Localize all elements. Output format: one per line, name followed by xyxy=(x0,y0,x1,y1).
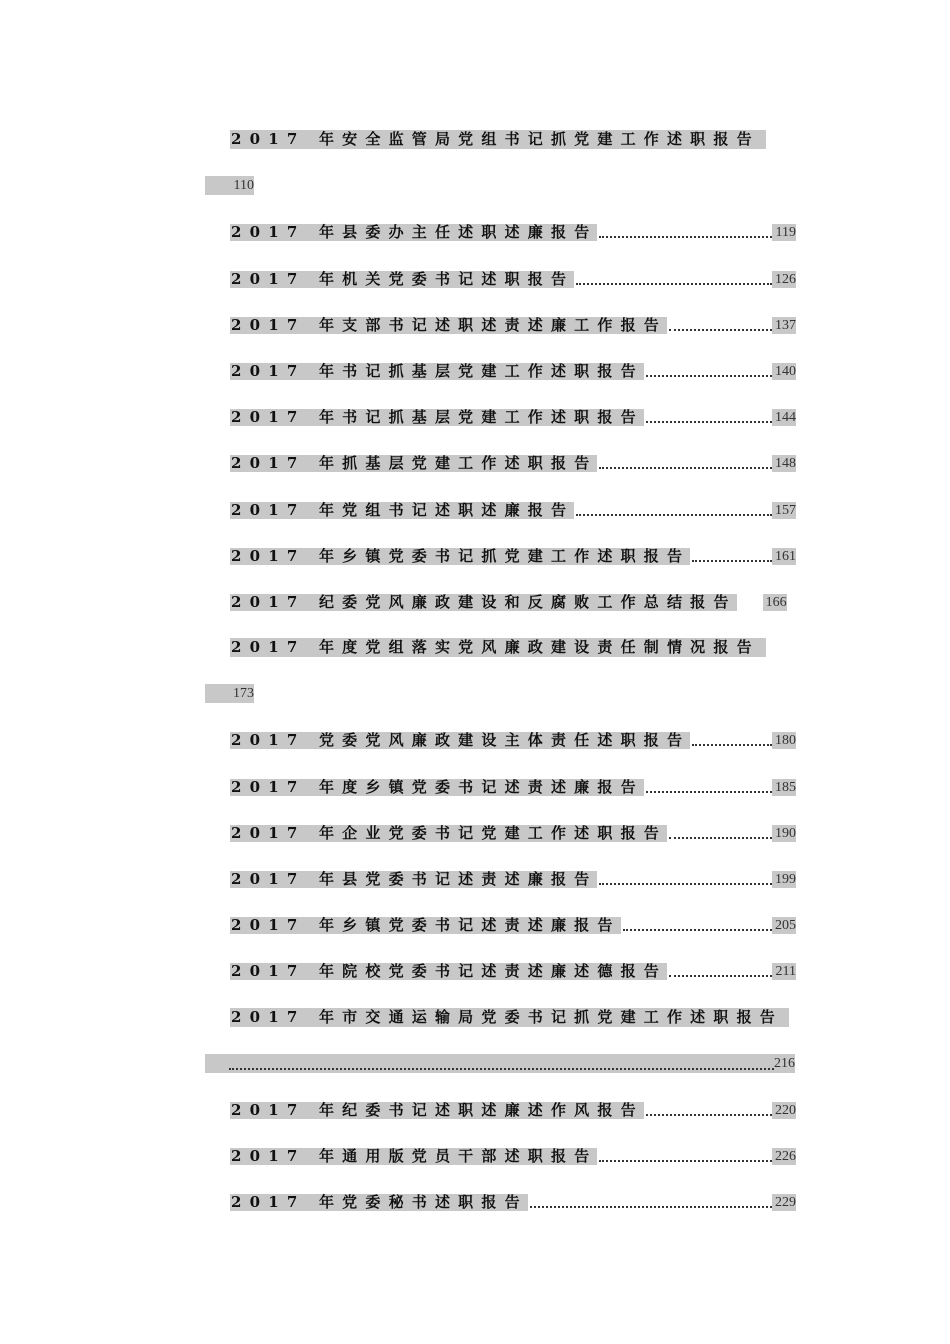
toc-entry[interactable] xyxy=(0,949,950,995)
toc-leader-dots xyxy=(669,317,772,334)
toc-entry-title[interactable]: 2017 年市交通运输局党委书记抓党建工作述职报告 xyxy=(230,1008,789,1027)
toc-entry[interactable] xyxy=(0,118,950,164)
toc-page-number: 144 xyxy=(772,409,796,426)
toc-entry[interactable] xyxy=(0,811,950,857)
toc-page-number: 119 xyxy=(772,224,796,241)
toc-entry-title[interactable]: 2017 年通用版党员干部述职报告 xyxy=(231,1147,598,1166)
toc-entry-title[interactable]: 2017 年书记抓基层党建工作述职报告 xyxy=(231,361,644,380)
toc-page-number: 185 xyxy=(772,779,796,796)
toc-page-number: 180 xyxy=(772,732,796,749)
toc-leader-dots xyxy=(576,271,772,288)
toc-leader-dots xyxy=(599,224,772,241)
toc-entry[interactable] xyxy=(0,349,950,395)
table-of-contents xyxy=(0,118,950,1227)
toc-page-number: 110 xyxy=(205,176,254,195)
toc-entry[interactable] xyxy=(0,257,950,303)
toc-page-number: 220 xyxy=(772,1102,796,1119)
toc-page-number: 205 xyxy=(772,917,796,934)
toc-entry[interactable] xyxy=(0,303,950,349)
toc-page-number: 211 xyxy=(772,963,796,980)
toc-page-number: 148 xyxy=(772,455,796,472)
toc-entry[interactable] xyxy=(0,210,950,256)
toc-leader-dots xyxy=(599,1148,772,1165)
toc-entry[interactable] xyxy=(0,626,950,672)
toc-entry[interactable] xyxy=(0,903,950,949)
toc-leader-dots xyxy=(692,548,772,565)
toc-entry-continuation xyxy=(0,164,950,210)
toc-page-number: 199 xyxy=(772,871,796,888)
toc-leader-dots xyxy=(646,779,772,796)
toc-entry-title[interactable]: 2017 年乡镇党委书记抓党建工作述职报告 xyxy=(231,546,691,565)
toc-entry[interactable] xyxy=(0,996,950,1042)
toc-entry-title[interactable]: 2017 年乡镇党委书记述责述廉报告 xyxy=(231,916,621,935)
toc-entry-continuation xyxy=(0,1042,950,1088)
toc-leader-dots xyxy=(646,409,772,426)
toc-entry[interactable] xyxy=(0,1088,950,1134)
toc-entry[interactable] xyxy=(0,441,950,487)
toc-entry[interactable] xyxy=(0,534,950,580)
toc-page-number: 140 xyxy=(772,363,796,380)
toc-entry-title[interactable]: 2017 年党委秘书述职报告 xyxy=(231,1193,528,1212)
toc-page-line xyxy=(205,1054,795,1073)
toc-leader-dots xyxy=(229,1057,774,1073)
toc-entry-title[interactable]: 2017 年企业党委书记党建工作述职报告 xyxy=(231,823,667,842)
toc-leader-dots xyxy=(669,963,772,980)
toc-leader-dots xyxy=(669,825,772,842)
toc-entry-title[interactable]: 2017 年党组书记述职述廉报告 xyxy=(231,500,575,519)
toc-entry[interactable] xyxy=(0,1134,950,1180)
toc-entry-title[interactable]: 2017 年度乡镇党委书记述责述廉报告 xyxy=(231,777,644,796)
toc-entry-title[interactable]: 2017 纪委党风廉政建设和反腐败工作总结报告 xyxy=(231,592,737,611)
toc-page-number: 173 xyxy=(205,684,254,703)
toc-page-number: 190 xyxy=(772,825,796,842)
toc-page-number: 226 xyxy=(772,1148,796,1165)
toc-page-number: 157 xyxy=(772,502,796,519)
toc-leader-dots xyxy=(623,917,772,934)
toc-entry[interactable] xyxy=(0,857,950,903)
toc-page-number: 229 xyxy=(772,1194,796,1211)
toc-leader-dots xyxy=(599,455,772,472)
toc-entry[interactable] xyxy=(0,488,950,534)
toc-leader-dots xyxy=(646,1102,772,1119)
toc-entry-title[interactable]: 2017 年院校党委书记述责述廉述德报告 xyxy=(231,962,667,981)
toc-page-number: 166 xyxy=(763,594,787,611)
toc-entry[interactable] xyxy=(0,718,950,764)
toc-entry[interactable] xyxy=(0,395,950,441)
toc-leader-dots xyxy=(646,363,772,380)
toc-entry-title[interactable]: 2017 年抓基层党建工作述职报告 xyxy=(231,454,598,473)
toc-page-number: 216 xyxy=(774,1055,795,1071)
toc-entry-title[interactable]: 2017 年县委办主任述职述廉报告 xyxy=(231,223,598,242)
toc-leader-dots xyxy=(576,502,772,519)
toc-page-number: 126 xyxy=(772,271,796,288)
toc-leader-dots xyxy=(530,1194,772,1211)
toc-entry-title[interactable]: 2017 党委党风廉政建设主体责任述职报告 xyxy=(231,731,691,750)
toc-entry-title[interactable]: 2017 年安全监管局党组书记抓党建工作述职报告 xyxy=(230,130,766,149)
toc-entry[interactable] xyxy=(0,580,950,626)
toc-entry-title[interactable]: 2017 年县党委书记述责述廉报告 xyxy=(231,870,598,888)
toc-page-number: 137 xyxy=(772,317,796,334)
toc-entry-title[interactable]: 2017 年度党组落实党风廉政建设责任制情况报告 xyxy=(230,638,766,657)
toc-leader-dots xyxy=(692,732,772,749)
toc-entry-title[interactable]: 2017 年机关党委书记述职报告 xyxy=(231,269,575,288)
toc-page-number: 161 xyxy=(772,548,796,565)
toc-leader-dots xyxy=(599,871,772,888)
toc-entry[interactable] xyxy=(0,765,950,811)
toc-entry-continuation xyxy=(0,672,950,718)
toc-entry-title[interactable]: 2017 年书记抓基层党建工作述职报告 xyxy=(231,408,644,427)
toc-entry-title[interactable]: 2017 年支部书记述职述责述廉工作报告 xyxy=(231,315,667,334)
toc-entry-title[interactable]: 2017 年纪委书记述职述廉述作风报告 xyxy=(231,1100,644,1119)
toc-entry[interactable] xyxy=(0,1180,950,1226)
